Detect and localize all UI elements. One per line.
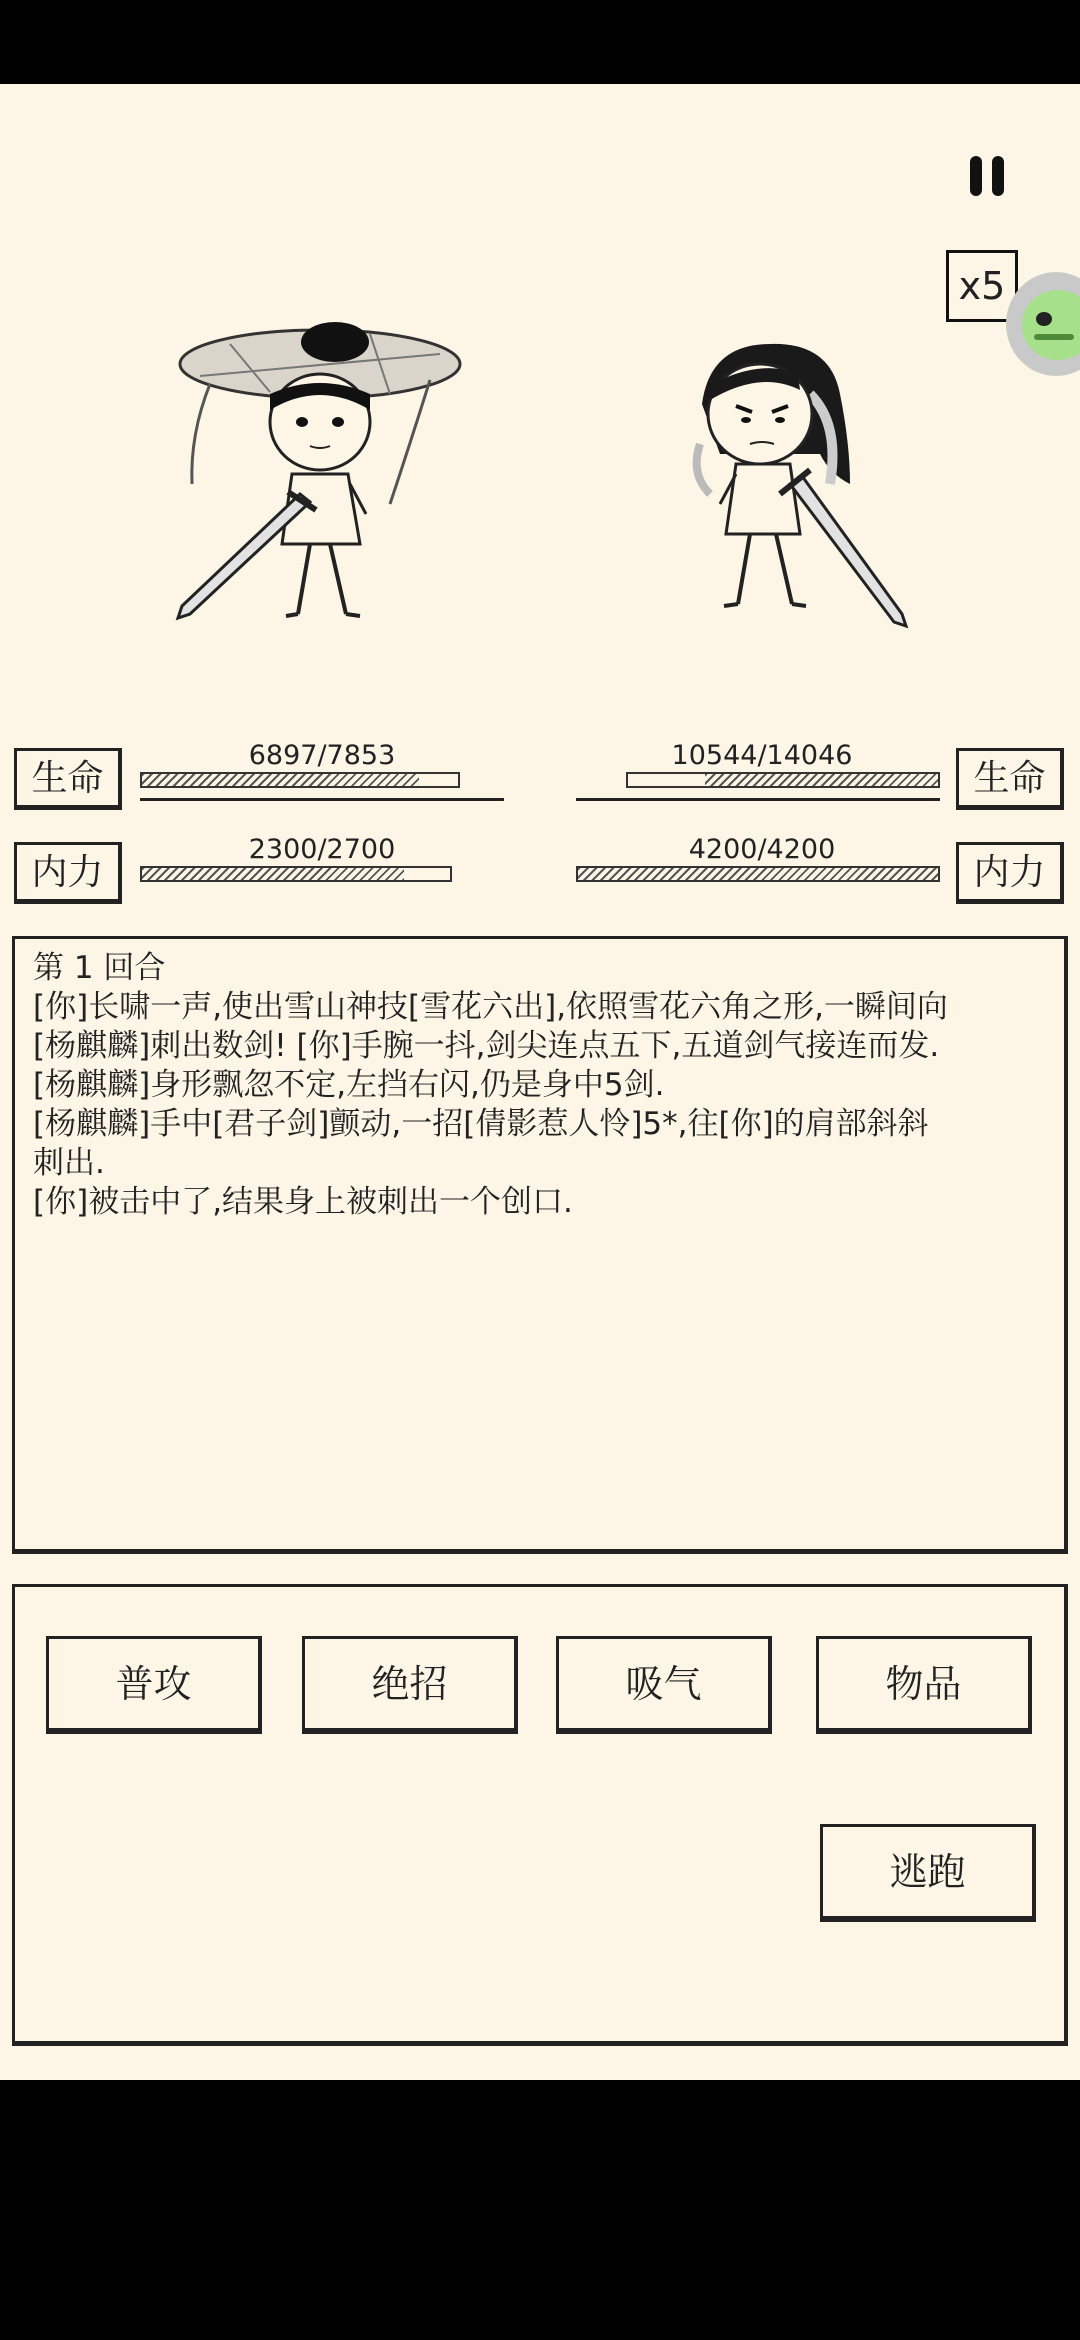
pause-button[interactable] (966, 154, 1010, 200)
enemy-hp-text: 10544/14046 (671, 740, 853, 771)
battle-log-text (33, 949, 1064, 1222)
battle-log-line: 第 1 回合 (33, 950, 166, 986)
enemy-mp-label: 内力 (956, 842, 1064, 904)
enemy-mp-fill (578, 868, 938, 880)
enemy-mp-text: 4200/4200 (688, 834, 836, 865)
enemy-mp-bar (576, 866, 940, 882)
enemy-hp-baseline (576, 798, 940, 801)
battle-log-line: [你]被击中了,结果身上被刺出一个创口. (33, 1184, 573, 1220)
items-button[interactable]: 物品 (816, 1636, 1032, 1734)
battle-log-line: 刺出. (33, 1145, 105, 1181)
player-hp-fill (142, 774, 419, 786)
player-hp-baseline (140, 798, 504, 801)
battle-log-line: [杨麒麟]身形飘忽不定,左挡右闪,仍是身中5剑. (33, 1067, 665, 1103)
player-hp-label: 生命 (14, 748, 122, 810)
enemy-character (680, 334, 920, 714)
player-mp-bar (140, 866, 452, 882)
player-mp-fill (142, 868, 404, 880)
breathe-button[interactable]: 吸气 (556, 1636, 772, 1734)
player-hp-text: 6897/7853 (248, 740, 396, 771)
enemy-hp-fill (705, 774, 938, 786)
pause-icon (966, 154, 1010, 200)
enemy-hp-bar (626, 772, 940, 788)
flee-button[interactable]: 逃跑 (820, 1824, 1036, 1922)
battle-log-panel[interactable] (12, 936, 1068, 1554)
player-mp-label: 内力 (14, 842, 122, 904)
battle-log-line: [杨麒麟]手中[君子剑]颤动,一招[倩影惹人怜]5*,往[你]的肩部斜斜 (33, 1106, 929, 1142)
player-character (170, 314, 480, 714)
enemy-hp-label: 生命 (956, 748, 1064, 810)
player-hp-bar (140, 772, 460, 788)
player-mp-text: 2300/2700 (248, 834, 396, 865)
battle-screen (0, 84, 1080, 2080)
special-move-button[interactable]: 绝招 (302, 1636, 518, 1734)
battle-log-line: [杨麒麟]刺出数剑! [你]手腕一抖,剑尖连点五下,五道剑气接连而发. (33, 1028, 940, 1064)
speed-toggle-button[interactable]: x5 (946, 250, 1018, 322)
battle-log-line: [你]长啸一声,使出雪山神技[雪花六出],依照雪花六角之形,一瞬间向 (33, 989, 948, 1025)
attack-button[interactable]: 普攻 (46, 1636, 262, 1734)
